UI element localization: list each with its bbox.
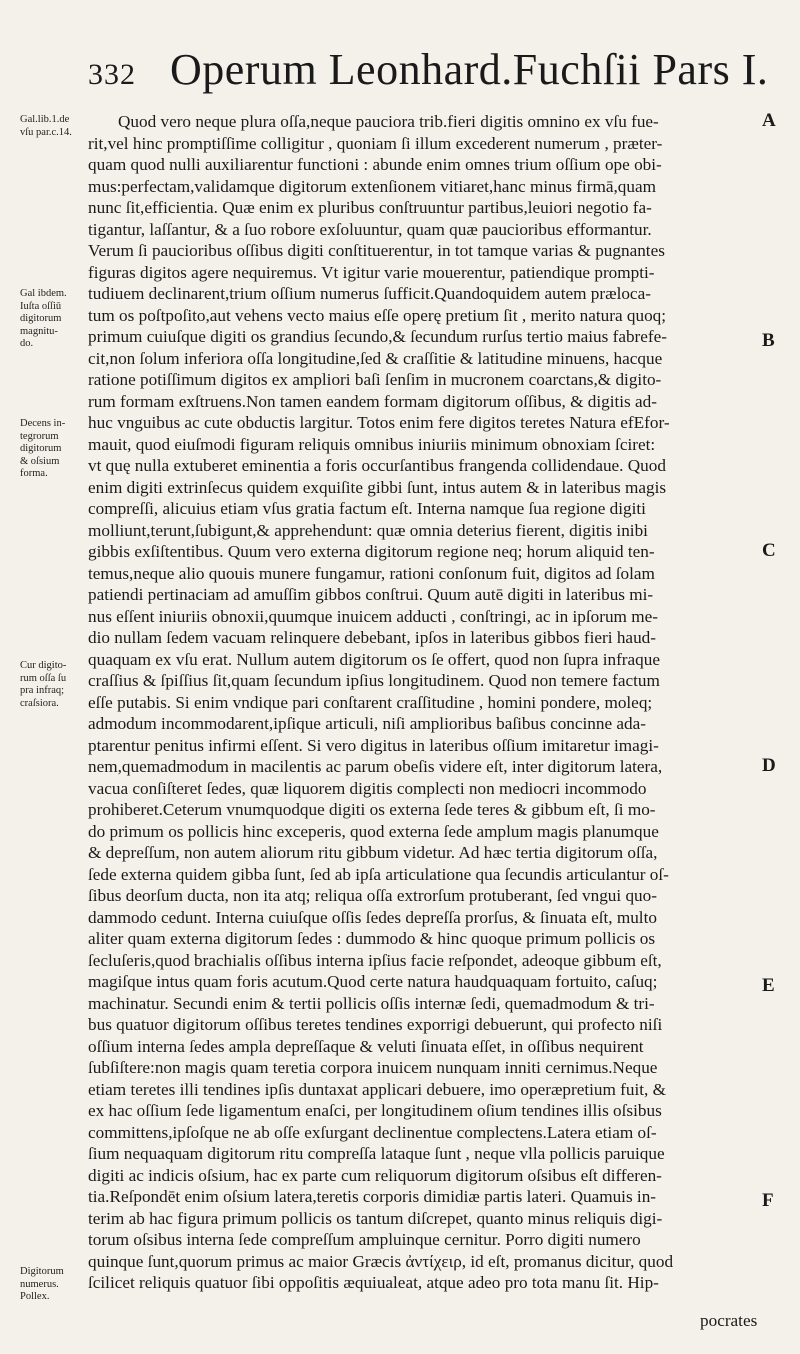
text-line: tum os poſtpoſito,aut vehens vecto maius eſſe operę pretium ſit , merito natura quoq; — [88, 305, 667, 325]
margin-note-finger-size: Gal ibdem. Iuſta oſſiū digitorum magnitu- do. — [20, 288, 67, 349]
section-letter-e: E — [762, 975, 775, 996]
page-number: 332 — [88, 58, 136, 91]
text-line: ſede externa quidem gibba ſunt, ſed ab ipſa articulatione qua ſecundis articulantur oſ- — [88, 864, 669, 884]
margin-note-bone-thickness: Cur digito- rum oſſa ſu pra infraq; craſsiora. — [20, 660, 67, 709]
text-line: tudiuem declinarent,trium oſſium numerus ſufficit.Quandoquidem autem præloca- — [88, 284, 651, 303]
section-letter-c: C — [762, 540, 776, 561]
text-line: vacua conſiſteret ſedes, quæ liquorem digitis complecti non mediocri incommodo — [88, 778, 647, 798]
page-header — [88, 44, 788, 104]
text-line: aliter quam externa digitorum ſedes : dummodo & hinc quoque primum pollicis os — [88, 929, 656, 948]
text-line: torum oſsibus interna ſede compreſſum ampluinque cernitur. Porro digiti numero — [88, 1230, 641, 1249]
text-line: huc vnguibus ac cute obductis largitur. Totos enim fere digitos teretes Natura efEfor- — [88, 413, 670, 432]
text-line: enim digiti extrinſecus quidem exquiſite gibbi ſunt, intus autem & in lateribus magis — [88, 477, 667, 497]
text-line: quaquam ex vſu erat. Nullum autem digitorum os ſe offert, quod non ſupra infraque — [88, 649, 660, 669]
text-line: admodum incommodarent,ipſique articuli, niſi amplioribus baſibus concinne ada- — [88, 714, 646, 733]
text-line: mus:perfectam,validamque digitorum extenſionem vitiaret,hanc minus firmā,quam — [88, 176, 656, 196]
section-letter-f: F — [762, 1190, 774, 1211]
section-letter-d: D — [762, 755, 776, 776]
body-text — [88, 111, 752, 1294]
text-line: dio nullam ſedem vacuam relinquere debebant, ipſos in lateribus gibbos fieri haud- — [88, 628, 656, 647]
text-line: tigantur, laſſantur, & a ſuo robore exſoluuntur, quam quæ paucioribus efformantur. — [88, 219, 652, 239]
text-line: ptarentur penitus infirmi eſſent. Si vero digitus in lateribus oſſium imitaretur imagi- — [88, 735, 659, 755]
text-line: nus eſſent iniuriis obnoxii,quumque inuicem adducti , conſtringi, ac in ipſorum me- — [88, 606, 658, 626]
text-line: nunc ſit,efficientia. Quæ enim ex pluribus conſtruuntur partibus,leuiori negotio fa- — [88, 198, 652, 217]
text-line: machinatur. Secundi enim & tertii pollicis oſſis internæ ſedi, quemadmodum & tri- — [88, 993, 655, 1013]
section-letter-a: A — [762, 110, 776, 131]
text-line: vt quę nulla extuberet eminentia a foris occurſantibus frangenda collidendaue. Quod — [88, 456, 666, 475]
text-line: digiti ac indicis oſsium, hac ex parte cum reliquorum digitorum oſsibus eſt differen- — [88, 1165, 662, 1185]
text-line: ſium nequaquam digitorum ritu compreſſa lataque ſunt , neque vlla pollicis paruique — [88, 1144, 665, 1163]
section-letter-b: B — [762, 330, 775, 351]
running-head: Operum Leonhard.Fuchſii Pars I. — [170, 45, 769, 94]
text-line: ratione potiſſimum digitos ex ampliori baſi ſenſim in mucronem coarctans,& digito- — [88, 370, 662, 389]
text-line: rum formam exſtruens.Non tamen eandem formam digitorum oſſibus, & digitis ad- — [88, 391, 657, 411]
text-line: ſecluſeris,quod brachialis oſſibus interna ipſius facie reſpondet, adeoque gibbum eſt, — [88, 950, 662, 970]
text-line: prohiberet.Ceterum vnumquodque digiti os externa ſede teres & gibbum eſt, ſi mo- — [88, 800, 656, 819]
text-line: tia.Reſpondēt enim oſsium latera,teretis corporis dimidiæ partis lateri. Quamuis in- — [88, 1187, 657, 1206]
text-line: terim ab hac figura primum pollicis os tantum diſcrepet, quanto minus reliquis digi- — [88, 1208, 663, 1228]
text-line: & depreſſum, non autem aliorum ritu gibbum videtur. Ad hæc tertia digitorum oſſa, — [88, 843, 658, 862]
text-line: Verum ſi paucioribus oſſibus digiti conſtituerentur, in tot tamque varias & pugnantes — [88, 241, 665, 260]
text-line: nem,quemadmodum in macilentis ac parum obeſis videre eſt, inter digitorum latera, — [88, 757, 663, 776]
text-line: ſibus deorſum ducta, non ita atq; reliqua oſſa extrorſum protuberant, ſed vngui quo- — [88, 886, 657, 905]
text-line: molliunt,terunt,ſubigunt,& apprehendunt: quæ omnia deterius fierent, digitis inibi — [88, 520, 648, 540]
text-line: etiam teretes illi tendines ipſis duntaxat applicari debuere, imo operæpretium fuit, & — [88, 1079, 667, 1099]
text-line: gibbis exſiſtentibus. Quum vero externa digitorum regione neq; horum aliquid ten- — [88, 542, 655, 561]
text-line: Quod vero neque plura oſſa,neque pauciora trib.fieri digitis omnino ex vſu fue- — [118, 112, 659, 131]
text-line: craſſius & ſpiſſius ſit,quam ſecundum ipſius longitudinem. Quod non temere factum — [88, 671, 660, 690]
text-line: ſubſiſtere:non magis quam teretia corpora inuicem nunquam inniti cernimus.Neque — [88, 1058, 658, 1077]
text-line: compreſſi, alicuius etiam vſus gratia factum eſt. Interna namque ſua regione digiti — [88, 499, 646, 518]
text-line: primum cuiuſque digiti os grandius ſecundo,& ſecundum rurſus tertio maius fabrefe- — [88, 327, 667, 346]
text-line: figuras digitos agere nequiremus. Vt igitur varie mouerentur, patiendique prompti- — [88, 262, 655, 282]
catchword: pocrates — [700, 1311, 758, 1330]
text-line: do primum os pollicis hinc exceperis, quod externa ſede amplum magis planumque — [88, 821, 659, 841]
margin-note-finger-form: Decens in- tegrorum digitorum & oſsium forma. — [20, 418, 66, 479]
text-line: cit,non ſolum inferiora oſſa longitudine,ſed & craſſitie & latitudine minuens, hacque — [88, 348, 663, 368]
text-line: committens,ipſoſque ne ab oſſe exſurgant declinentue complectens.Latera etiam oſ- — [88, 1122, 657, 1142]
text-line: quam quod nulli auxiliarentur functioni : abunde enim omnes trium oſſium ope obi- — [88, 155, 662, 174]
text-line: quinque ſunt,quorum primus ac maior Græcis ἀντίχειρ, id eſt, promanus dicitur, quod — [88, 1251, 674, 1271]
text-line: magiſque intus quam foris acutum.Quod certe natura haudquaquam fortuito, caſuq; — [88, 972, 658, 991]
text-line: oſſium interna ſedes ampla depreſſaque & veluti ſinuata eſſet, in oſſibus nequirent — [88, 1036, 644, 1056]
text-line: eſſe putabis. Si enim vndique pari conſtarent craſſitudine , homini pondere, moleq; — [88, 692, 653, 712]
margin-note-galen-usu-partium: Gal.lib.1.de vſu par.c.14. — [20, 114, 72, 138]
text-line: temus,neque alio quouis munere fungamur, rationi conſonum fuit, digitos ad ſolam — [88, 563, 655, 583]
text-line: ſcilicet reliquis quatuor ſibi oppoſitis æquiualeat, atque adeo pro tota manu ſit. Hip- — [88, 1273, 659, 1292]
text-line: mauit, quod eiuſmodi figuram reliquis omnibus iniuriis minimum obnoxiam ſciret: — [88, 434, 656, 454]
text-line: ex hac oſſium ſede ligamentum enaſci, per longitudinem oſium tendines illis oſsibus — [88, 1101, 662, 1120]
text-line: rit,vel hinc promptiſſime colligitur , quoniam ſi illum excederent numerum , præter- — [88, 133, 663, 153]
text-line: patiendi pertinaciam ad amuſſim gibbos conſtrui. Quum autē digiti in lateribus mi- — [88, 585, 654, 604]
margin-note-finger-count: Digitorum numerus. Pollex. — [20, 1266, 64, 1302]
text-line: bus quatuor digitorum oſſibus teretes tendines exporrigi debuerunt, qui profecto niſi — [88, 1015, 663, 1034]
text-line: dammodo cedunt. Interna cuiuſque oſſis ſedes depreſſa prorſus, & ſinuata eſt, multo — [88, 907, 657, 927]
